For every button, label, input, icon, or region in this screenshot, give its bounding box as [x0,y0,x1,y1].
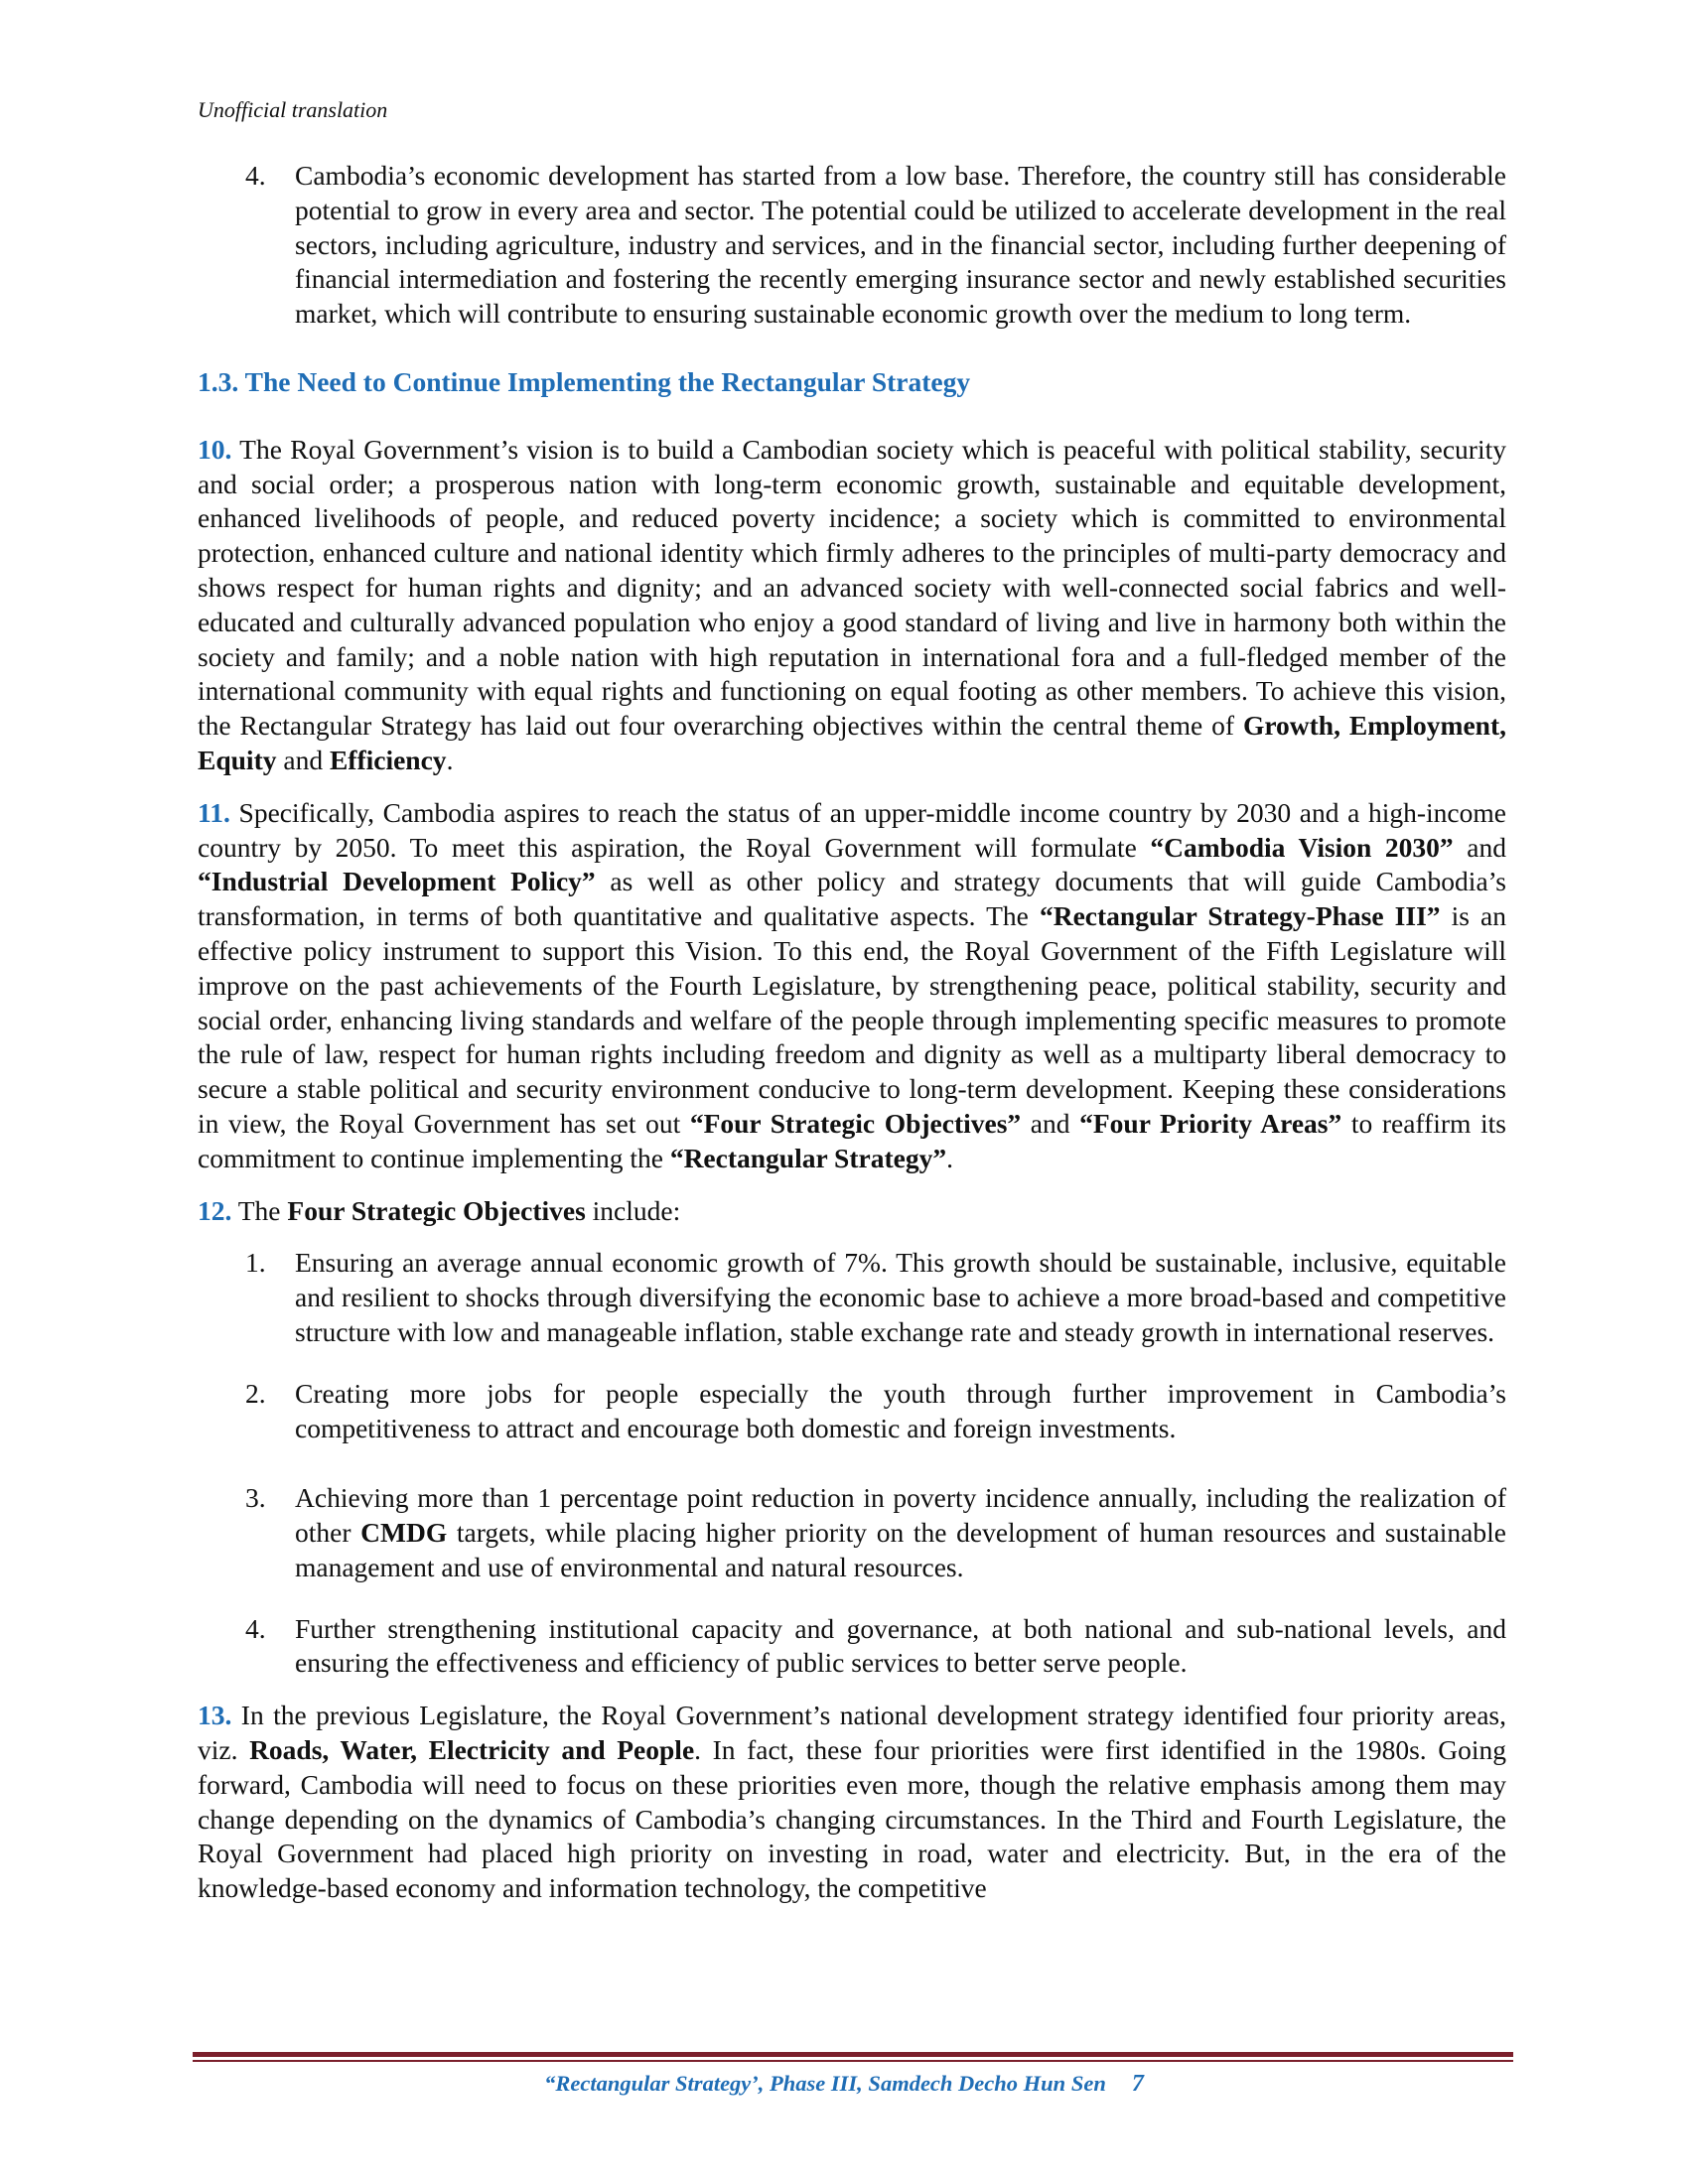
bold-term: Efficiency [329,744,447,775]
objective-item-1 [198,1246,1506,1349]
bold-term: “Rectangular Strategy-Phase III” [1039,900,1441,932]
list-text: Cambodia’s economic development has started from a low base. Therefore, the country still has considerable potential to grow in every area and sector. The potential could be utilized to accelerate development in the real sectors, including agriculture, industry and services, and in the financial sector, including further deepening of financial intermediation and fostering the recently emerging insurance sector and newly established securities market, which will contribute to ensuring sustainable economic growth over the medium to long term. [295,160,1506,330]
list-number: 4. [245,1612,266,1644]
section-number: 1.3. [198,365,239,397]
objective-item-4 [198,1612,1506,1682]
bold-term: “Rectangular Strategy” [669,1142,947,1173]
paragraph-text: and [1453,831,1506,863]
list-text: Achieving more than 1 percentage point reduction in poverty incidence annually, including the realization of other [295,1482,1506,1549]
list-text: Creating more jobs for people especially the youth through further improvement in Cambodia’s competitiveness to attract and encourage both domestic and foreign investments. [295,1377,1506,1443]
footer-rule-thin [193,2060,1513,2062]
paragraph-text: as well as other policy and strategy documents that will guide Cambodia’s transformation, in terms of both quantitative and qualitative aspects. The [198,866,1506,932]
list-number: 2. [245,1377,266,1409]
list-number: 3. [245,1482,266,1514]
paragraph-13 [198,1699,1506,1906]
page-number: 7 [1131,2071,1144,2097]
paragraph-text: . [446,744,454,775]
paragraph-text: The [231,1194,288,1226]
bold-term: “Four Priority Areas” [1079,1107,1342,1139]
list-text: Further strengthening institutional capacity and governance, at both national and sub-national levels, and ensuring the effectiveness and efficiency of public services to better serve people. [295,1612,1506,1679]
paragraph-text: and [1021,1107,1080,1139]
page-footer [0,2071,1688,2098]
objective-item-2 [198,1377,1506,1446]
section-heading [198,365,1506,400]
paragraph-text: Specifically, Cambodia aspires to reach the status of an upper-middle income country by 2030 and a high-income country by 2050. To meet this aspiration, the Royal Government will formulate [198,796,1506,863]
bold-term: “Cambodia Vision 2030” [1150,831,1454,863]
paragraph-text: and [276,744,330,775]
list-item-top-4 [198,159,1506,332]
paragraph-10 [198,433,1506,778]
paragraph-text: In the previous Legislature, the Royal Government’s national development strategy identified four priority areas, viz. [198,1700,1506,1766]
bold-term: Roads, Water, Electricity and People [249,1734,695,1766]
bold-term: Four Strategic Objectives [287,1194,586,1226]
bold-term: Growth, Employment, Equity [198,710,1506,775]
bold-term: “Industrial Development Policy” [198,866,596,897]
paragraph-number: 10. [198,433,232,465]
paragraph-12 [198,1194,1506,1229]
paragraph-number: 12. [198,1194,232,1226]
section-title: The Need to Continue Implementing the Rectangular Strategy [244,365,971,397]
paragraph-text: include: [585,1194,681,1226]
paragraph-text: The Royal Government’s vision is to build a Cambodian society which is peaceful with political stability, security and social order; a prosperous nation with long-term economic growth, sustainable and equitable development, enhanced livelihoods of people, and reduced poverty incidence; a society which is committed to environmental protection, enhanced culture and national identity which firmly adheres to the principles of multi-party democracy and shows respect for human rights and dignity; and an advanced society with well-connected social fabrics and well-educated and culturally advanced population who enjoy a good standard of living and live in harmony both within the society and family; and a noble nation with high reputation in international fora and a full-fledged member of the international community with equal rights and functioning on equal footing as other members. To achieve this vision, the Rectangular Strategy has laid out four overarching objectives within the central theme of [198,433,1506,742]
objective-item-3 [198,1481,1506,1584]
bold-term: CMDG [360,1517,448,1549]
paragraph-11 [198,796,1506,1176]
list-number: 4. [245,160,266,191]
paragraph-number: 11. [198,796,230,828]
footer-title: “Rectangular Strategy’, Phase III, Samdech Decho Hun Sen [544,2071,1106,2096]
paragraph-text: . [946,1142,953,1173]
list-number: 1. [245,1247,266,1279]
header-note: Unofficial translation [198,97,388,122]
paragraph-text: to reaffirm its commitment to continue implementing the [198,1107,1506,1173]
bold-term: “Four Strategic Objectives” [689,1107,1022,1139]
paragraph-text: . In fact, these four priorities were first identified in the 1980s. Going forward, Cambodia will need to focus on these priorities even more, though the relative emphasis among them may change depending on the dynamics of Cambodia’s changing circumstances. In the Third and Fourth Legislature, the Royal Government had placed high priority on investing in road, water and electricity. But, in the era of the knowledge-based economy and information technology, the competitive [198,1734,1506,1904]
footer-rule [193,2052,1513,2057]
paragraph-text: is an effective policy instrument to support this Vision. To this end, the Royal Government of the Fifth Legislature will improve on the past achievements of the Fourth Legislature, by strengthening peace, political stability, security and social order, enhancing living standards and welfare of the people through implementing specific measures to promote the rule of law, respect for human rights including freedom and dignity as well as a multiparty liberal democracy to secure a stable political and security environment conducive to long-term development. Keeping these considerations in view, the Royal Government has set out [198,900,1506,1139]
list-text: Ensuring an average annual economic growth of 7%. This growth should be sustainable, inclusive, equitable and resilient to shocks through diversifying the economic base to achieve a more broad-based and competitive structure with low and manageable inflation, stable exchange rate and steady growth in international reserves. [295,1247,1506,1347]
paragraph-number: 13. [198,1700,232,1731]
page-content [198,159,1506,1906]
list-text: targets, while placing higher priority on the development of human resources and sustainable management and use of environmental and natural resources. [295,1517,1506,1582]
